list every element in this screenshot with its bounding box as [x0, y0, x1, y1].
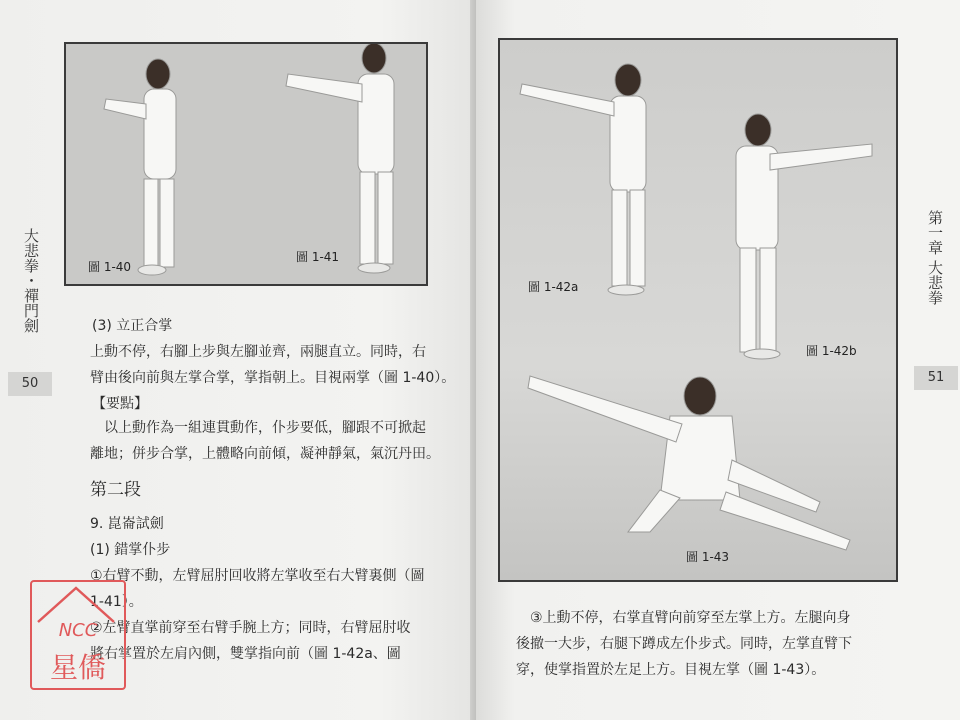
- paragraph-1-line-1: 上動不停，右腳上步與左腳並齊，兩腿直立。同時，右: [90, 344, 426, 360]
- watermark-chinese: 星僑: [49, 651, 106, 684]
- caption-1-41: 圖 1-41: [296, 250, 340, 264]
- left-page: [0, 0, 476, 720]
- paragraph-3-line-2: 1-41）。: [90, 594, 143, 610]
- right-page: [476, 0, 960, 720]
- move-heading: 9. 崑崙試劍: [90, 516, 164, 532]
- paragraph-3-line-3: ②左臂直掌前穿至右臂手腕上方；同時，右臂屈肘收: [90, 620, 411, 636]
- running-head-right: [922, 210, 948, 311]
- key-points-heading: 【要點】: [92, 396, 148, 412]
- figure-illustration-left: [66, 44, 426, 284]
- watermark-latin: NCC: [58, 620, 98, 641]
- paragraph-2-line-2: 離地；併步合掌，上體略向前傾，凝神靜氣，氣沉丹田。: [90, 446, 440, 462]
- part-heading: 第二段: [90, 480, 141, 500]
- page-number-right: 51: [914, 366, 958, 390]
- right-paragraph-line-1: ③上動不停，右掌直臂向前穿至左掌上方。左腿向身: [530, 610, 851, 626]
- figure-photo-1-42-1-43: [498, 38, 898, 582]
- paragraph-1-line-2: 臂由後向前與左掌合掌，掌指朝上。目視兩掌（圖 1-40）。: [90, 370, 456, 386]
- running-head-left-text: 大悲拳・禪門劍: [22, 228, 40, 333]
- paragraph-2-line-1: 以上動作為一組連貫動作，仆步要低，腳跟不可掀起: [104, 420, 426, 436]
- running-head-left: [18, 228, 44, 339]
- paragraph-3-line-1: ①右臂不動，左臂屈肘回收將左掌收至右大臂裏側（圖: [90, 568, 425, 584]
- caption-1-40: 圖 1-40: [88, 260, 132, 274]
- running-head-right-text: 第一章 大悲拳: [926, 210, 944, 305]
- right-paragraph-line-3: 穿，使掌指置於左足上方。目視左掌（圖 1-43）。: [516, 662, 826, 678]
- paragraph-3-line-4: 將右掌置於左肩內側，雙掌指向前（圖 1-42a、圖: [90, 646, 401, 662]
- sub-heading: (1) 錯掌仆步: [90, 542, 171, 558]
- right-paragraph-line-2: 後撤一大步，右腿下蹲成左仆步式。同時，左掌直臂下: [516, 636, 852, 652]
- page-number-left: 50: [8, 372, 52, 396]
- figure-illustration-right: [500, 40, 896, 580]
- caption-1-43: 圖 1-43: [686, 550, 730, 564]
- caption-1-42b: 圖 1-42b: [806, 344, 857, 358]
- figure-photo-1-40-1-41: [64, 42, 428, 286]
- caption-1-42a: 圖 1-42a: [528, 280, 579, 294]
- section-title: (3) 立正合掌: [92, 318, 173, 334]
- watermark-stamp: [30, 580, 126, 690]
